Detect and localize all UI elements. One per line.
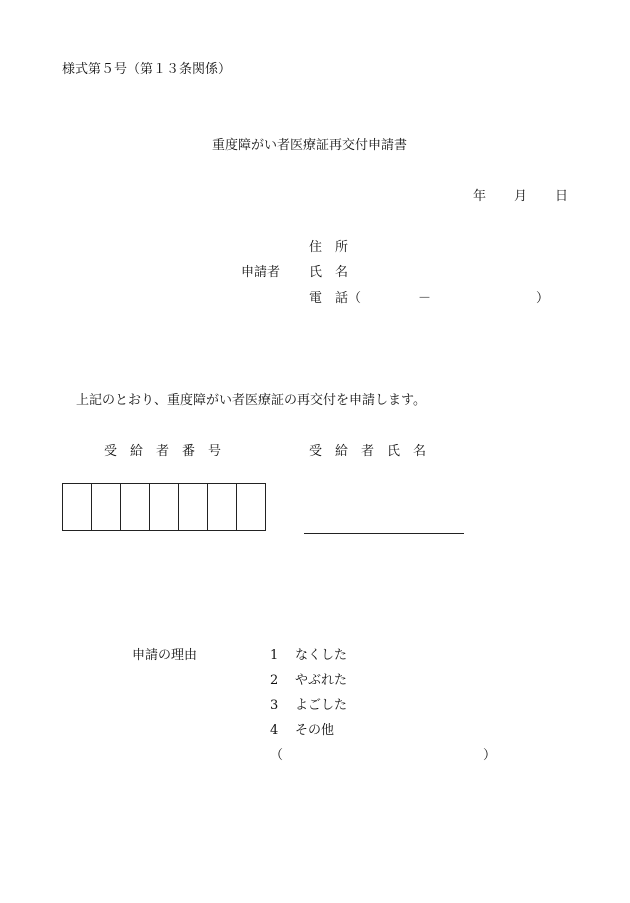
reason-option-text[interactable]: その他 bbox=[295, 723, 335, 738]
recipient-number-label: 受給者番号 bbox=[104, 444, 235, 459]
page-title: 重度障がい者医療証再交付申請書 bbox=[212, 138, 408, 153]
number-box[interactable] bbox=[149, 483, 179, 531]
applicant-label: 申請者 bbox=[241, 265, 281, 280]
year-label: 年 bbox=[473, 189, 487, 204]
recipient-name-label: 受給者氏名 bbox=[309, 444, 440, 459]
phone-close-paren: ） bbox=[536, 291, 550, 306]
reason-option-number: 2 bbox=[270, 673, 279, 688]
reason-option-text[interactable]: やぶれた bbox=[295, 673, 348, 688]
day-label: 日 bbox=[555, 189, 569, 204]
reason-option-number: 3 bbox=[270, 698, 279, 713]
other-close-paren: ） bbox=[483, 748, 497, 763]
form-number: 様式第５号（第１３条関係） bbox=[62, 62, 232, 77]
phone-dash: － bbox=[418, 291, 432, 306]
number-box[interactable] bbox=[91, 483, 121, 531]
number-box[interactable] bbox=[178, 483, 208, 531]
recipient-name-line[interactable] bbox=[304, 533, 464, 534]
other-open-paren: （ bbox=[270, 748, 284, 763]
reason-option-number: 1 bbox=[270, 648, 279, 663]
reason-option-number: 4 bbox=[270, 723, 279, 738]
reason-label: 申請の理由 bbox=[132, 648, 198, 663]
number-box[interactable] bbox=[207, 483, 237, 531]
recipient-number-boxes bbox=[62, 483, 266, 531]
number-box[interactable] bbox=[120, 483, 150, 531]
month-label: 月 bbox=[514, 189, 528, 204]
address-label: 住 所 bbox=[309, 240, 349, 255]
name-label: 氏 名 bbox=[309, 265, 349, 280]
number-box[interactable] bbox=[62, 483, 92, 531]
reason-option-text[interactable]: よごした bbox=[295, 698, 348, 713]
number-box[interactable] bbox=[236, 483, 266, 531]
statement-text: 上記のとおり、重度障がい者医療証の再交付を申請します。 bbox=[76, 393, 426, 408]
phone-label: 電 話（ bbox=[309, 291, 362, 306]
reason-option-text[interactable]: なくした bbox=[295, 648, 348, 663]
